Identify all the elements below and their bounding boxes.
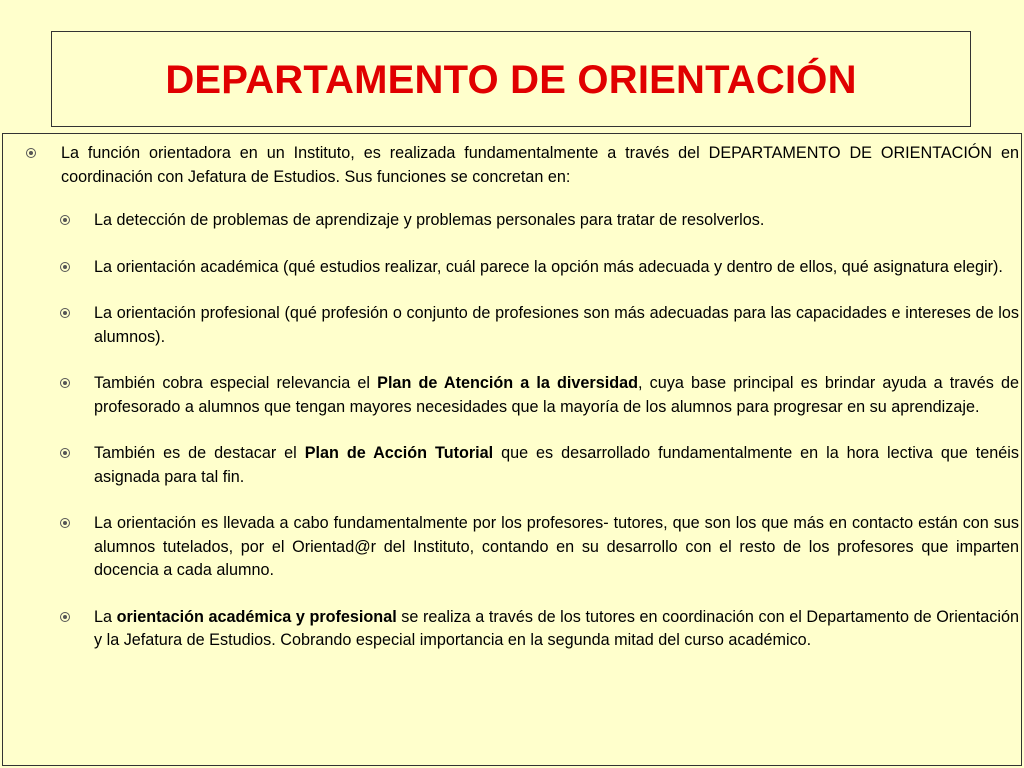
bullet-icon [60,262,70,272]
bullet-icon [60,378,70,388]
list-item [60,512,1019,583]
bullet-icon [60,612,70,622]
list-item [60,302,1019,349]
list-item [60,372,1019,419]
list-item-text: La orientación académica (qué estudios realizar, cuál parece la opción más adecuada y dentro de ellos, qué asignatura elegir). [94,257,1003,276]
list-item-text: La detección de problemas de aprendizaje y problemas personales para tratar de resolverlos. [94,211,765,229]
bullet-icon [26,148,36,158]
list-item [60,256,1019,280]
title-box [51,31,971,127]
bullet-icon [60,215,70,225]
bullet-icon [60,518,70,528]
list-item-text: La orientación profesional (qué profesión o conjunto de profesiones son más adecuadas para las capacidades e intereses de los alumnos). [94,304,1019,346]
bullet-icon [60,448,70,458]
list-item-text: También cobra especial relevancia el Plan de Atención a la diversidad, cuya base principal es brindar ayuda a través de profesorado a alumnos que tengan mayores necesidades que la mayoría de los alumnos para progresar en su aprendizaje. [94,374,1019,416]
intro-paragraph [26,142,1019,189]
list-item [60,606,1019,653]
list-item [60,209,1019,233]
list-item [60,442,1019,489]
list-item-text: La orientación es llevada a cabo fundamentalmente por los profesores- tutores, que son los que más en contacto están con sus alumnos tutelados, por el Orientad@r del Instituto, contando en su desarrollo con el resto de los profesores que imparten docencia a cada alumno. [94,514,1019,579]
list-item-text: La orientación académica y profesional se realiza a través de los tutores en coordinación con el Departamento de Orientación y la Jefatura de Estudios. Cobrando especial importancia en la segunda mitad del curso académico. [94,607,1019,649]
intro-text: La función orientadora en un Instituto, es realizada fundamentalmente a través del DEPARTAMENTO DE ORIENTACIÓN en coordinación con Jefatura de Estudios. Sus funciones se concretan en: [61,144,1019,186]
page-title: DEPARTAMENTO DE ORIENTACIÓN [165,57,857,102]
bullet-icon [60,308,70,318]
content-box [2,133,1022,766]
list-item-text: También es de destacar el Plan de Acción Tutorial que es desarrollado fundamentalmente en la hora lectiva que tenéis asignada para tal fin. [94,444,1019,486]
function-list [60,209,1019,676]
